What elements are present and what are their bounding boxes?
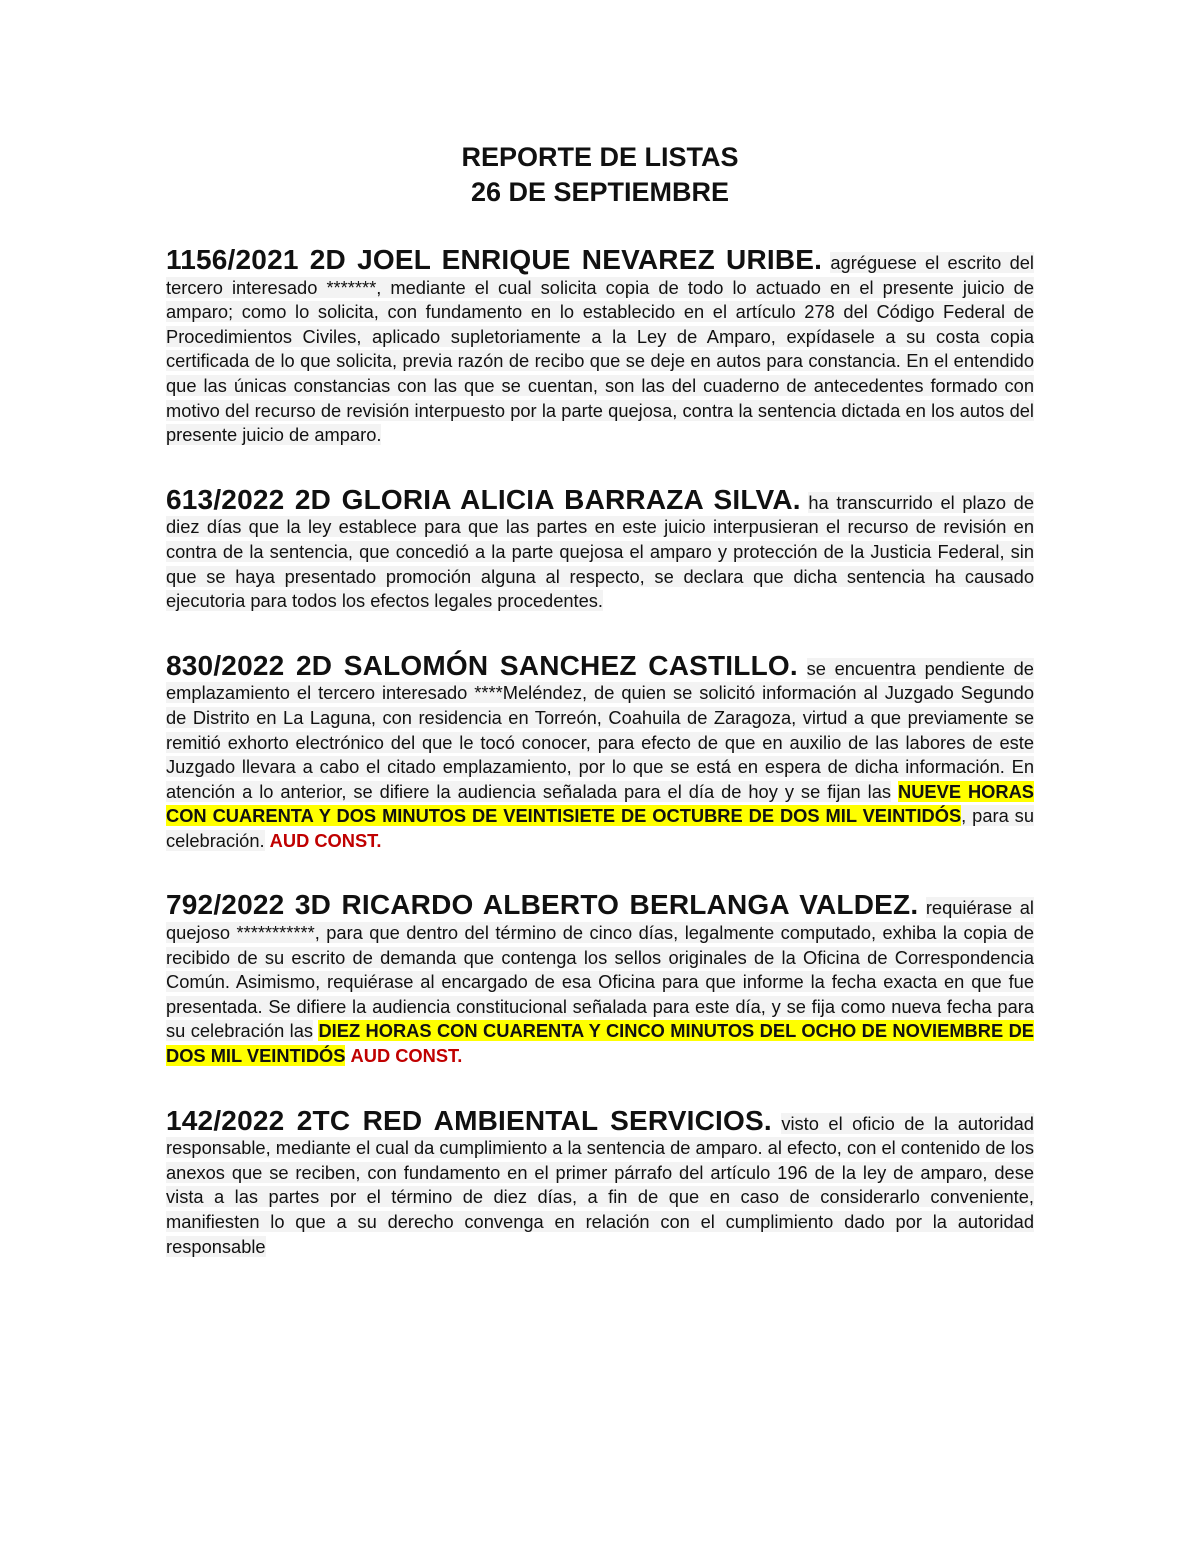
report-title-line1: REPORTE DE LISTAS xyxy=(461,142,739,172)
case-text: agréguese el escrito del tercero interesado *******, mediante el cual solicita copia de todo lo actuado en el presente juicio de amparo; como lo solicita, con fundamento en lo establecido en el artículo 278 del Código Federal de Procedimientos Civiles, aplicado supletoriamente a la Ley de Amparo, expídasele a su costa copia certificada de lo que solicita, previa razón de recibo que se deje en autos para constancia. En el entendido que las únicas constancias con las que se cuentan, son las del cuaderno de antecedentes formado con motivo del recurso de revisión interpuesto por la parte quejosa, contra la sentencia dictada en los autos del presente juicio de amparo. xyxy=(166,252,1034,446)
report-title xyxy=(166,140,1034,210)
case-text: se encuentra pendiente de emplazamiento el tercero interesado ****Meléndez, de quien se solicitó información al Juzgado Segundo de Distrito en La Laguna, con residencia en Torreón, Coahuila de Zaragoza, virtud a que previamente se remitió exhorto electrónico del que le tocó conocer, para efecto de que en auxilio de las labores de este Juzgado llevara a cabo el citado emplazamiento, por lo que se está en espera de dicha información. En atención a lo anterior, se difiere la audiencia señalada para el día de hoy y se fijan las xyxy=(166,657,1034,802)
case-text-after: , para su celebración. xyxy=(166,805,1034,851)
case-entry xyxy=(166,649,1034,854)
case-heading: 142/2022 2TC RED AMBIENTAL SERVICIOS. xyxy=(166,1104,772,1136)
case-heading: 1156/2021 2D JOEL ENRIQUE NEVAREZ URIBE. xyxy=(166,244,823,275)
hearing-date-highlight: NUEVE HORAS CON CUARENTA Y DOS MINUTOS DE VEINTISIETE DE OCTUBRE DE DOS MIL VEINTIDÓS xyxy=(166,780,1034,827)
case-text: visto el oficio de la autoridad responsable, mediante el cual da cumplimiento a la sentencia de amparo. al efecto, con el contenido de los anexos que se reciben, con fundamento en el primer párrafo del artículo 196 de la ley de amparo, dese vista a las partes por el término de diez días, a fin de que en caso de considerarlo conveniente, manifiesten lo que a su derecho convenga en relación con el cumplimiento dado por la autoridad responsable xyxy=(166,1112,1034,1257)
case-heading: 792/2022 3D RICARDO ALBERTO BERLANGA VALDEZ. xyxy=(166,889,919,921)
case-entry xyxy=(166,244,1034,448)
case-heading: 613/2022 2D GLORIA ALICIA BARRAZA SILVA. xyxy=(166,483,801,515)
aud-const-tag: AUD CONST. xyxy=(350,1045,463,1067)
case-entry xyxy=(166,889,1034,1068)
case-entry xyxy=(166,483,1034,614)
document-page xyxy=(166,140,1034,1259)
case-heading: 830/2022 2D SALOMÓN SANCHEZ CASTILLO. xyxy=(166,649,798,681)
case-entry xyxy=(166,1104,1034,1260)
report-date: 26 DE SEPTIEMBRE xyxy=(470,177,730,207)
case-text: ha transcurrido el plazo de diez días que la ley establece para que las partes en este juicio interpusieran el recurso de revisión en contra de la sentencia, que concedió a la parte quejosa el amparo y protección de la Justicia Federal, sin que se haya presentado promoción alguna al respecto, se declara que dicha sentencia ha causado ejecutoria para todos los efectos legales procedentes. xyxy=(166,491,1034,612)
case-text: requiérase al quejoso ***********, para que dentro del término de cinco días, legalmente computado, exhiba la copia de recibido de su escrito de demanda que contenga los sellos originales de la Oficina de Correspondencia Común. Asimismo, requiérase al encargado de esa Oficina para que informe la fecha exacta en que fue presentada. Se difiere la audiencia constitucional señalada para este día, y se fija como nueva fecha para su celebración las xyxy=(166,897,1034,1042)
hearing-date-highlight: DIEZ HORAS CON CUARENTA Y CINCO MINUTOS DEL OCHO DE NOVIEMBRE DE DOS MIL VEINTIDÓS xyxy=(166,1020,1034,1067)
aud-const-tag: AUD CONST. xyxy=(269,829,382,851)
